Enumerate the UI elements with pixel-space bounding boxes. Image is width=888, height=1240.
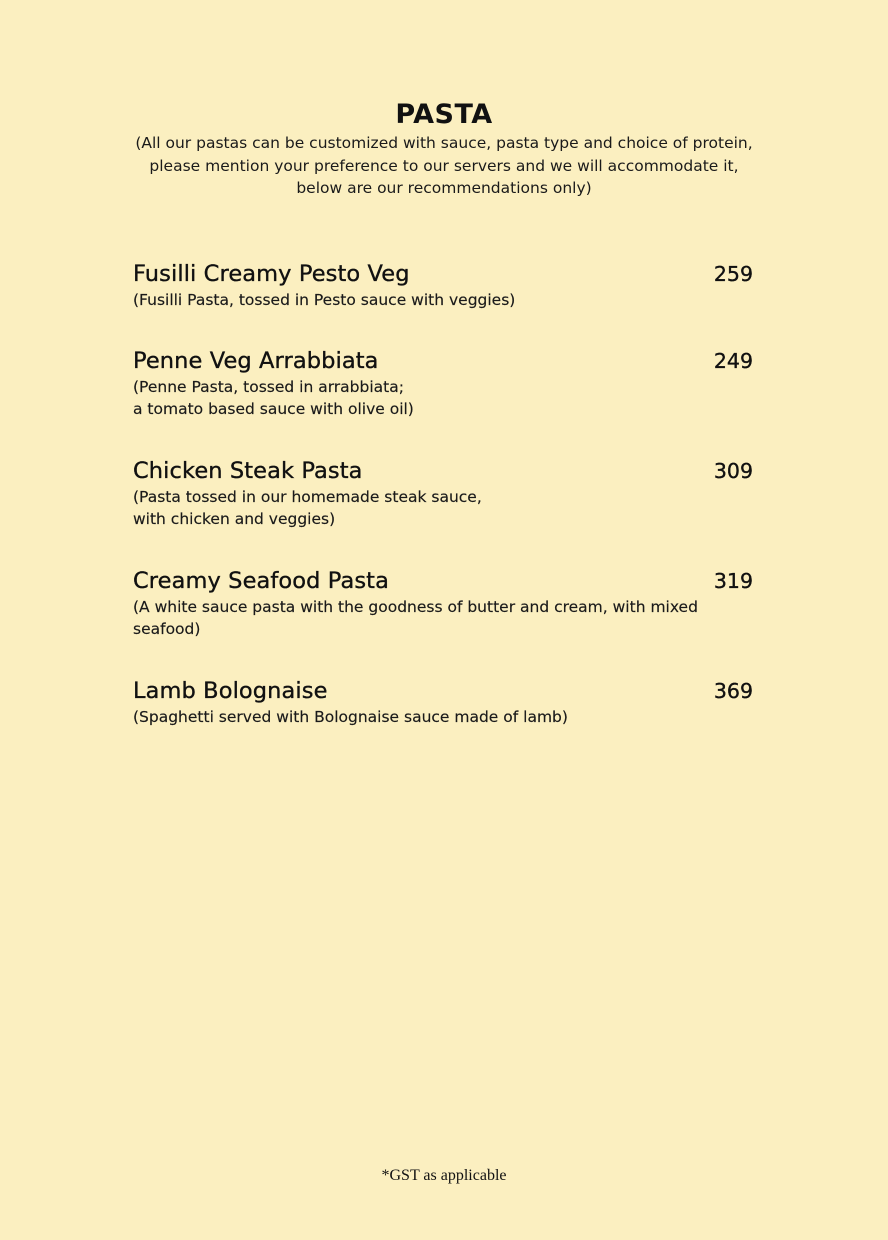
item-description-line-2: a tomato based sauce with olive oil) (133, 400, 414, 418)
item-name: Lamb Bolognaise (133, 678, 328, 704)
item-row (133, 456, 753, 486)
item-price: 319 (713, 569, 753, 593)
page-title: PASTA (395, 99, 493, 130)
item-description: (Fusilli Pasta, tossed in Pesto sauce with veggies) (133, 291, 516, 309)
menu-item-penne-veg-arrabbiata (133, 346, 753, 420)
menu-item-creamy-seafood-pasta (133, 566, 753, 640)
customization-note-line-1: (All our pastas can be customized with sauce, pasta type and choice of protein, (135, 134, 753, 152)
customization-note-line-2: please mention your preference to our servers and we will accommodate it, (149, 156, 739, 175)
item-name: Penne Veg Arrabbiata (133, 348, 379, 374)
menu-item-lamb-bolognaise (133, 676, 753, 728)
item-description: (Spaghetti served with Bolognaise sauce made of lamb) (133, 708, 568, 726)
item-row (133, 346, 753, 376)
gst-footnote: *GST as applicable (381, 1167, 507, 1184)
item-description-line-1: (Penne Pasta, tossed in arrabbiata; (133, 378, 404, 396)
item-price: 309 (713, 459, 753, 483)
item-price: 249 (713, 349, 753, 373)
item-name: Fusilli Creamy Pesto Veg (133, 261, 410, 287)
item-name: Creamy Seafood Pasta (133, 568, 389, 594)
item-row (133, 676, 753, 706)
item-row (133, 259, 753, 289)
item-price: 259 (713, 262, 753, 286)
menu-item-chicken-steak-pasta (133, 456, 753, 530)
item-name: Chicken Steak Pasta (133, 458, 363, 484)
item-description-line-1: (A white sauce pasta with the goodness of butter and cream, with mixed (133, 598, 698, 616)
menu-item-fusilli-creamy-pesto-veg (133, 259, 753, 311)
item-description-line-1: (Pasta tossed in our homemade steak sauce, (133, 488, 482, 506)
customization-note-line-3: below are our recommendations only) (296, 179, 592, 197)
item-row (133, 566, 753, 596)
menu-header (0, 98, 888, 200)
item-description-line-2: with chicken and veggies) (133, 510, 336, 528)
item-description-line-2: seafood) (133, 620, 201, 638)
item-price: 369 (713, 679, 753, 703)
